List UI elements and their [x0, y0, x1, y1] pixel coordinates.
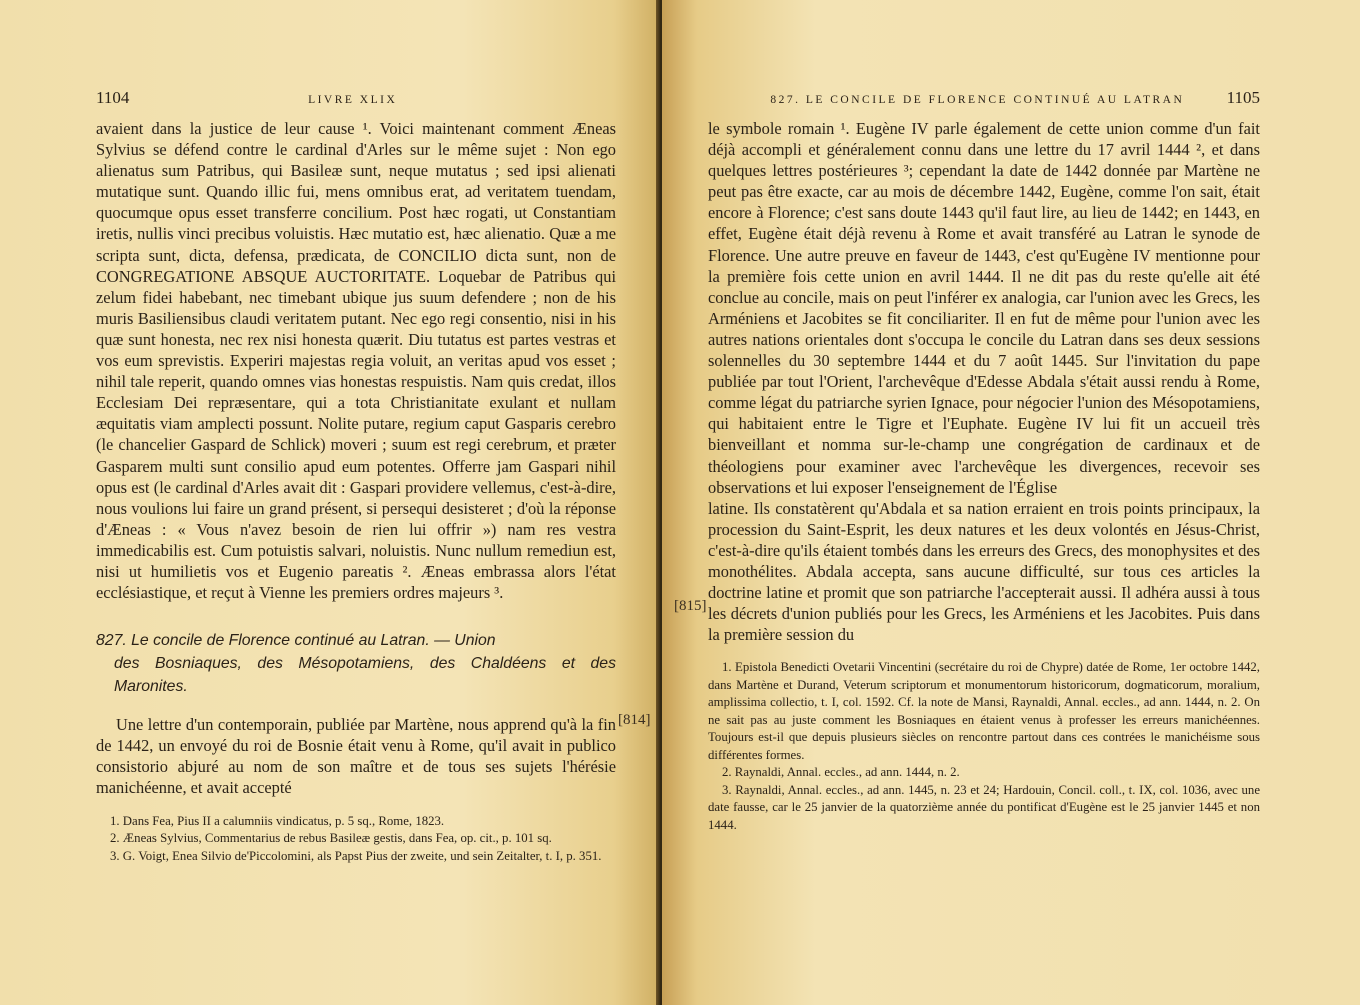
left-footnote-3: 3. G. Voigt, Enea Silvio de'Piccolomini, als Papst Pius der zweite, und sein Zeitalter, t. I, p. 351. [110, 848, 602, 863]
left-footnote-1: 1. Dans Fea, Pius II a calumniis vindicatus, p. 5 sq., Rome, 1823. [110, 813, 445, 828]
right-page-number: 1105 [1226, 88, 1260, 107]
left-page [0, 0, 660, 1005]
section-heading-line2: des Bosniaques, des Mésopotamiens, des Chaldéens et des Maronites. [114, 655, 616, 696]
left-page-number: 1104 [96, 88, 130, 107]
right-running-title: 827. LE CONCILE DE FLORENCE CONTINUÉ AU LATRAN [770, 94, 1185, 106]
left-running-title: LIVRE XLIX [308, 94, 398, 106]
right-page [662, 0, 1360, 1005]
left-footnotes [96, 813, 616, 866]
left-body-paragraph: avaient dans la justice de leur cause ¹. Voici maintenant comment Æneas Sylvius se défend contre le cardinal d'Arles sur le même sujet : Non ego alienatus sum Patribus, qui Basileæ sunt, neque mutatus ; sed ipsi alienati mutatique sunt. Quando illic fui, mens omnibus erat, ad veritatem tuendam, quocumque opus esset transferre concilium. Post hæc rogati, ut Constantiam iretis, nullis vinci precibus voluistis. Hæc mutatio est, hæc alienatio. Quæ a me scripta sunt, dicta, defensa, prædicata, de CONCILIO dicta sunt, non de CONGREGATIONE ABSQUE AUCTORITATE. Loquebar de Patribus qui zelum fidei habebant, nec timebant ubique jus suum defendere ; non de his muris Basiliensibus claudi veritatem putant. Nec ego regi consentio, nisi in his quæ sunt honesta, nec rex nisi honesta quærit. Diu tutatus est partes vestras et vos eum sprevistis. Experiri majestas regia voluit, an veritas apud vos esset ; nihil tale reperit, quando omnes vias honestas respuistis. Nam quis credat, illos Ecclesiam Dei repræsentare, qui a tota Christianitate exulant et nullam æquitatis viam amplecti possunt. Nolite putare, regium caput Gasparis cerebro (le chancelier Gaspard de Schlick) moveri ; suum est regi cerebrum, et præter Gasparem multi sunt consilio apud eum potentes. Offerre jam Gaspari nihil opus est (le cardinal d'Arles avait dit : Gaspari providere vellemus, c'est-à-dire, nous voulions lui faire un grand présent, si persequi desisteret ; d'où la réponse d'Æneas : « Vous n'avez besoin de rien lui offrir ») nam res vestra immedicabilis est. Cum potuistis salvari, noluistis. Nunc nullum remediun est, nisi ut humilietis vos et Eugenio pareatis ². Æneas embrassa alors l'état ecclésiastique, et reçut à Vienne les premiers ordres majeurs ³. [96, 119, 616, 603]
right-page-header [708, 88, 1260, 118]
right-footnote-2: 2. Raynaldi, Annal. eccles., ad ann. 1444, n. 2. [722, 765, 960, 780]
right-footnote-3: 3. Raynaldi, Annal. eccles., ad ann. 1445, n. 23 et 24; Hardouin, Concil. coll., t. IX, col. 1036, avec une date fausse, car le 25 janvier de la quatorzième année du pontificat d'Eugène est le 25 janvier 1445 et non 1444. [708, 782, 1260, 832]
margin-ref-814: [814] [618, 712, 651, 728]
right-body-part1: le symbole romain ¹. Eugène IV parle également de cette union comme d'un fait déjà accompli et généralement connu dans une lettre du 17 avril 1444 ², et dans quelques lettres postérieures ³; cependant la date de 1442 donnée par Martène ne peut pas être exacte, car au mois de décembre 1442, Eugène, comme l'on sait, était encore à Florence; c'est sans doute 1443 qu'il faut lire, au lieu de 1442; en 1443, en effet, Eugène était déjà revenu à Rome et avait transféré au Latran le synode de Florence. Une autre preuve en faveur de 1443, c'est qu'Eugène IV mentionne pour la première fois cette union en avril 1444. Il ne dit pas du reste qu'elle ait été conclue au concile, mais on peut l'inférer ex analogia, car l'union avec les Grecs, les Arméniens et Jacobites se fit conciliariter. Il en fut de même pour l'union avec les autres nations orientales dont s'occupa le concile du Latran dans ses deux sessions solennelles du 30 septembre 1444 et du 7 août 1445. Sur l'invitation du pape publiée par tout l'Orient, l'archevêque d'Edesse Abdala s'était aussi rendu à Rome, comme légat du patriarche syrien Ignace, pour négocier l'union des Mésopotamiens, qui habitaient entre le Tigre et l'Euphate. Eugène IV lui fit un accueil très bienveillant et nomma sur-le-champ une congrégation de cardinaux et de théologiens pour examiner avec l'archevêque les divergences, recevoir ses observations et lui exposer l'enseignement de l'Église [708, 119, 1260, 497]
section-heading-line1: 827. Le concile de Florence continué au Latran. — Union [96, 632, 496, 650]
left-paragraph-2: Une lettre d'un contemporain, publiée par Martène, nous apprend qu'à la fin de 1442, un envoyé du roi de Bosnie était venu à Rome, qu'il avait in publico consistorio abjuré au nom de son maître et de tous ses sujets l'hérésie manichéenne, et avait accepté [96, 715, 616, 798]
left-page-header [96, 88, 616, 118]
right-footnote-1: 1. Epistola Benedicti Ovetarii Vincentini (secrétaire du roi de Chypre) datée de Rome, 1er octobre 1442, dans Martène et Durand, Veterum scriptorum et monumentorum historicorum, dogmaticorum, moralium, amplissima collectio, t. I, col. 1592. Cf. la note de Mansi, Raynaldi, Annal. eccles., ad ann. 1444, n. 2. On ne sait pas au juste comment les Bosniaques en étaient venus à professer les erreurs manichéennes. Toujours est-il que depuis plusieurs siècles on rencontre partout dans ces contrées le manichéisme sous différentes formes. [708, 660, 1260, 762]
section-heading-827 [96, 629, 616, 698]
right-body-part2: latine. Ils constatèrent qu'Abdala et sa nation erraient en trois points principaux, la procession du Saint-Esprit, les deux natures et les deux volontés en Jésus-Christ, c'est-à-dire qu'ils étaient tombés dans les erreurs des Grecs, des monophysites et des monothélites. Abdala accepta, sans aucune difficulté, sur tous ces articles la doctrine latine et promit que son patriarche l'accepterait aussi. Il adhéra aussi à tous les décrets d'union publiés pour les Grecs, les Arméniens et les Jacobites. Puis dans la première session du [708, 498, 1260, 645]
left-footnote-2: 2. Æneas Sylvius, Commentarius de rebus Basileæ gestis, dans Fea, op. cit., p. 101 sq. [110, 831, 552, 846]
right-footnotes [708, 659, 1260, 834]
margin-ref-815: [815] [674, 598, 707, 614]
